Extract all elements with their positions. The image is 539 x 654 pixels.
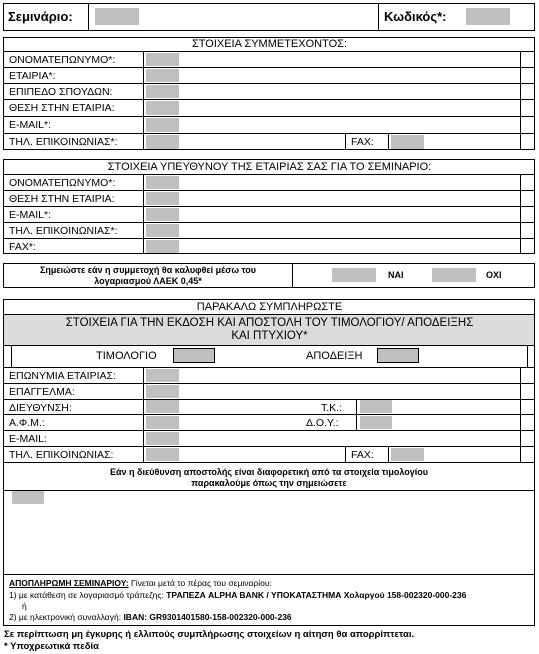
payment-iban: IBAN: GR9301401580-158-002320-000-236 [123, 612, 292, 622]
receipt-type-label: ΑΠΟΔΕΙΞΗ [306, 350, 363, 362]
responsible-name-input[interactable] [146, 176, 179, 189]
participant-company-input[interactable] [146, 69, 179, 82]
laek-no-label: ΟΧΙ [486, 270, 502, 280]
postal-code-label: Τ.Κ.: [321, 402, 343, 414]
please-complete-title: ΠΑΡΑΚΑΛΩ ΣΥΜΠΛΗΡΩΣΤΕ [196, 301, 343, 313]
laek-line2: λογαριασμού ΛΑΕΚ 0,45* [94, 276, 202, 286]
responsible-phone-input[interactable] [146, 224, 179, 237]
invoice-title-1: ΣΤΟΙΧΕΙΑ ΓΙΑ ΤΗΝ ΕΚΔΟΣΗ ΚΑΙ ΑΠΟΣΤΟΛΗ ΤΟΥ ΤΙΜΟΛΟΓΙΟΥ/ ΑΠΟΔΕΙΞΗΣ [65, 317, 474, 329]
vat-number-label: Α.Φ.Μ.: [9, 417, 45, 429]
participant-education-input[interactable] [146, 85, 179, 98]
payment-bank-account: ΤΡΑΠΕΖΑ ALPHA BANK / ΥΠΟΚΑΤΑΣΤΗΜΑ Χολαργού 158-002320-000-236 [166, 590, 467, 600]
seminar-label: Σεμινάριο: [8, 9, 73, 24]
participant-education-label: ΕΠΙΠΕΔΟ ΣΠΟΥΔΩΝ: [9, 86, 113, 98]
tax-office-label: Δ.Ο.Υ.: [306, 417, 339, 429]
invoice-fax-label: FAX: [351, 449, 374, 461]
receipt-type-checkbox[interactable] [377, 348, 419, 363]
payment-heading-rest: Γίνεται μετά το πέρας του σεμιναρίου: [128, 578, 272, 588]
participant-position-input[interactable] [146, 101, 179, 115]
laek-yes-label: ΝΑΙ [388, 270, 404, 280]
payment-or: ή [22, 601, 27, 611]
invoice-type-checkbox[interactable] [173, 348, 215, 363]
responsible-title: ΣΤΟΙΧΕΙΑ ΥΠΕΥΘΥΝΟΥ ΤΗΣ ΕΤΑΙΡΙΑΣ ΣΑΣ ΓΙΑ ΤΟ ΣΕΜΙΝΑΡΙΟ: [107, 161, 432, 173]
code-label: Κωδικός*: [384, 9, 447, 24]
participant-fax-input[interactable] [391, 135, 424, 149]
participant-position-label: ΘΕΣΗ ΣΤΗΝ ΕΤΑΙΡΙΑ: [9, 102, 115, 114]
code-input[interactable] [466, 8, 510, 25]
participant-email-label: E-MAIL*: [9, 119, 52, 131]
laek-yes-checkbox[interactable] [332, 268, 376, 282]
participant-name-input[interactable] [146, 53, 179, 66]
invoice-fax-input[interactable] [391, 448, 424, 461]
company-name-input[interactable] [146, 369, 179, 382]
responsible-fax-input[interactable] [146, 240, 179, 253]
responsible-fax-label: FAX*: [9, 241, 36, 253]
invoice-title-2: ΚΑΙ ΠΤΥΧΙΟΥ* [231, 330, 308, 342]
responsible-email-input[interactable] [146, 208, 179, 221]
payment-iban-line [9, 612, 292, 622]
shipping-note-line2: παρακαλούμε όπως την σημειώσετε [191, 478, 347, 488]
profession-input[interactable] [146, 385, 179, 398]
address-label: ΔΙΕΥΘΥΝΣΗ: [9, 402, 72, 414]
participant-email-input[interactable] [146, 118, 179, 132]
participant-title: ΣΤΟΙΧΕΙΑ ΣΥΜΜΕΤΕΧΟΝΤΟΣ: [191, 38, 348, 50]
payment-heading-title: ΑΠΟΠΛΗΡΩΜΗ ΣΕΜΙΝΑΡΙΟΥ: [9, 578, 129, 588]
responsible-name-label: ΟΝΟΜΑΤΕΠΩΝΥΜΟ*: [9, 177, 116, 189]
laek-line1: Σημειώστε εάν η συμμετοχή θα καλυφθεί μέσω του [40, 265, 256, 275]
payment-heading [9, 578, 272, 588]
footer-warning: Σε περίπτωση μη έγκυρης ή ελλιπούς συμπλήρωσης στοιχείων η αίτηση θα απορρίπτεται. [4, 629, 415, 640]
participant-fax-label: FAX: [351, 136, 374, 148]
company-name-label: ΕΠΩΝΥΜΙΑ ΕΤΑΙΡΙΑΣ: [9, 370, 116, 382]
invoice-email-input[interactable] [146, 432, 179, 445]
postal-code-input[interactable] [360, 400, 392, 413]
seminar-input[interactable] [95, 8, 139, 25]
payment-bank-intro: 1) με κατάθεση σε λογαριασμό τράπεζης: [9, 590, 167, 600]
footer-required-note: * Υποχρεωτικά πεδία [4, 641, 99, 652]
participant-company-label: ΕΤΑΙΡΙΑ*: [9, 70, 56, 82]
responsible-email-label: E-MAIL*: [9, 209, 52, 221]
seminar-row [3, 3, 535, 31]
payment-bank-line [9, 590, 466, 600]
tax-office-input[interactable] [360, 416, 392, 429]
responsible-position-input[interactable] [146, 192, 179, 205]
shipping-address-input[interactable] [12, 491, 44, 504]
invoice-phone-label: ΤΗΛ. ΕΠΙΚΟΙΝΩΝΙΑΣ: [9, 449, 114, 461]
participant-phone-label: ΤΗΛ. ΕΠΙΚΟΙΝΩΝΙΑΣ*: [9, 136, 118, 148]
shipping-note-line1: Εάν η διεύθυνση αποστολής είναι διαφορετική από τα στοιχεία τιμολογίου [110, 467, 428, 477]
invoice-type-label: ΤΙΜΟΛΟΓΙΟ [96, 350, 157, 362]
vat-number-input[interactable] [146, 416, 179, 429]
responsible-phone-label: ΤΗΛ. ΕΠΙΚΟΙΝΩΝΙΑΣ*: [9, 225, 118, 237]
address-input[interactable] [146, 400, 179, 413]
laek-no-checkbox[interactable] [432, 268, 476, 282]
invoice-email-label: E-MAIL: [9, 433, 47, 445]
responsible-position-label: ΘΕΣΗ ΣΤΗΝ ΕΤΑΙΡΙΑ: [9, 193, 115, 205]
invoice-phone-input[interactable] [146, 448, 179, 461]
payment-iban-intro: 2) με ηλεκτρονική συναλλαγή: [9, 612, 124, 622]
participant-name-label: ΟΝΟΜΑΤΕΠΩΝΥΜΟ*: [9, 54, 116, 66]
participant-phone-input[interactable] [146, 135, 179, 149]
profession-label: ΕΠΑΓΓΕΛΜΑ: [9, 386, 75, 398]
